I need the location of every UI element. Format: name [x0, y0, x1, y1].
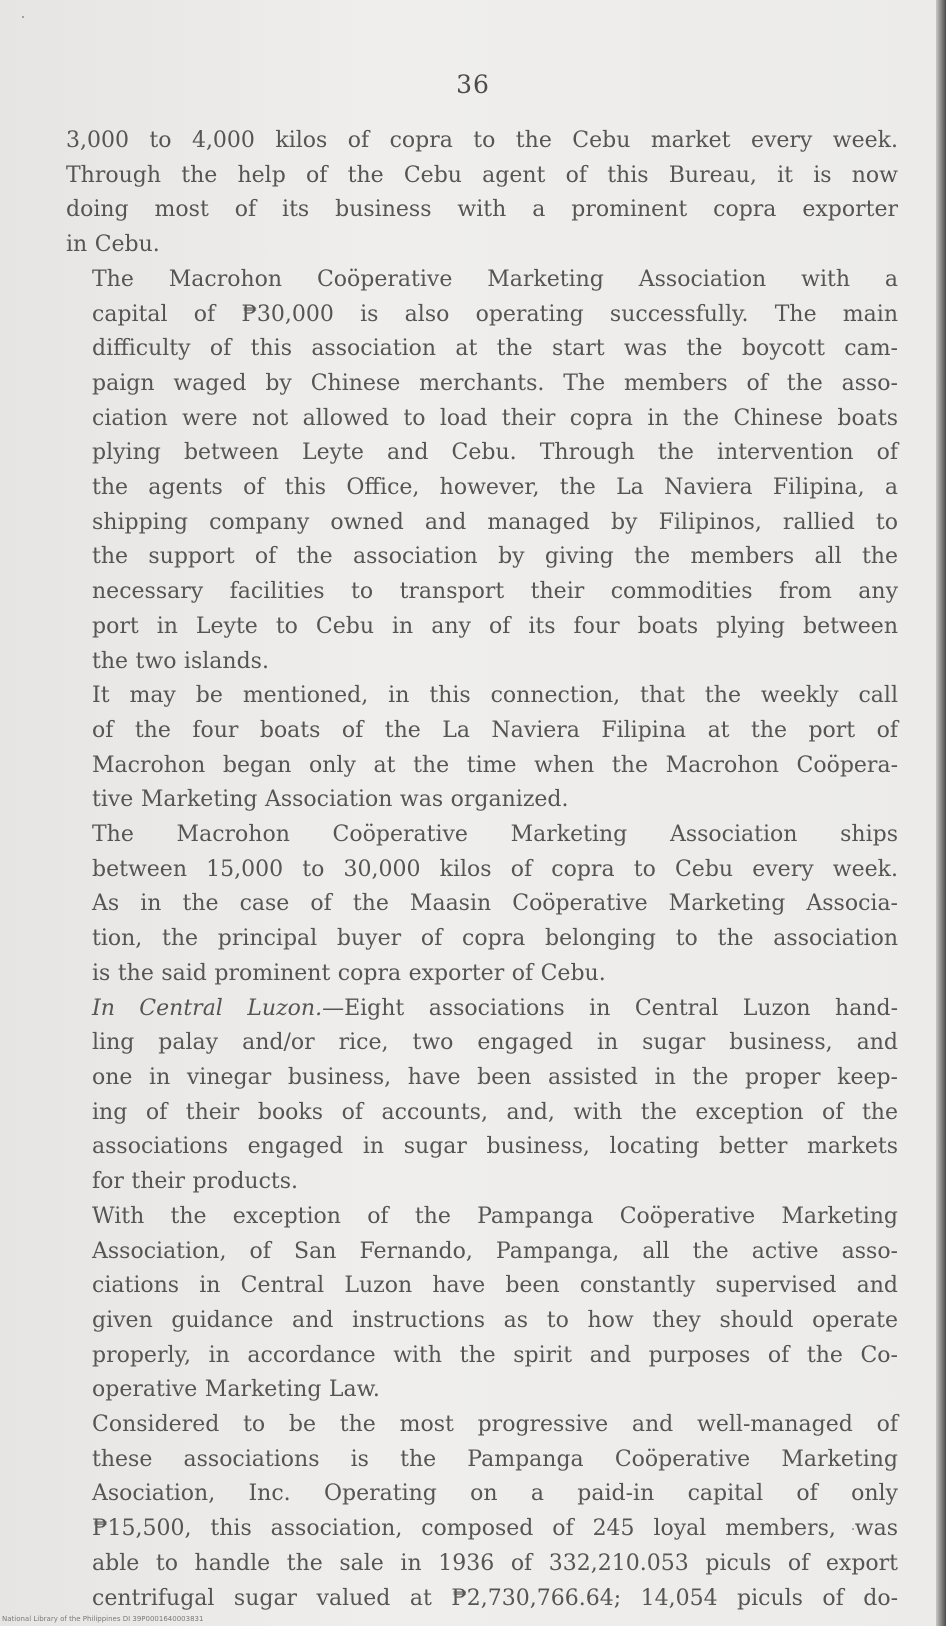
text-line: tion, the principal buyer of copra belonging to the association [92, 926, 898, 952]
text-line: between 15,000 to 30,000 kilos of copra to Cebu every week. [92, 856, 898, 882]
paragraph [66, 679, 898, 818]
text-line: 3,000 to 4,000 kilos of copra to the Cebu market every week. [66, 128, 898, 153]
text-line: given guidance and instructions as to how they should operate [92, 1307, 898, 1333]
text-line: Macrohon began only at the time when the Macrohon Coöpera- [92, 752, 898, 778]
text-line: capital of ₱30,000 is also operating successfully. The main [92, 301, 898, 327]
text-line: properly, in accordance with the spirit and purposes of the Co- [92, 1342, 898, 1368]
text-line: the support of the association by giving the members all the [92, 544, 898, 570]
text-line: ciation were not allowed to load their copra in the Chinese boats [92, 405, 898, 431]
text-line: The Macrohon Coöperative Marketing Association ships [92, 822, 898, 848]
text-line: shipping company owned and managed by Filipinos, rallied to [92, 509, 898, 535]
text-line: ling palay and/or rice, two engaged in sugar business, and [92, 1030, 898, 1056]
text-line: ciations in Central Luzon have been constantly supervised and [92, 1273, 898, 1299]
text-line: centrifugal sugar valued at ₱2,730,766.64; 14,054 piculs of do- [92, 1585, 898, 1611]
text-line: doing most of its business with a prominent copra exporter [66, 197, 898, 223]
text-line: ing of their books of accounts, and, with the exception of the [92, 1099, 898, 1125]
text-line: It may be mentioned, in this connection, that the weekly call [92, 683, 898, 709]
paragraph [66, 1200, 898, 1408]
page-edge-shadow [936, 0, 946, 1626]
text-line: operative Marketing Law. [92, 1377, 380, 1403]
text-line-rest: —Eight associations in Central Luzon hand- [322, 995, 899, 1021]
footer-stamp: National Library of the Philippines DI 39P0001640003831 [2, 1615, 204, 1623]
text-line: necessary facilities to transport their commodities from any [92, 579, 898, 605]
text-line: the two islands. [92, 648, 269, 674]
body-text [66, 124, 898, 1616]
text-line: Considered to be the most progressive and well-managed of [92, 1412, 898, 1438]
text-line: associations engaged in sugar business, locating better markets [92, 1134, 898, 1160]
text-line: for their products. [92, 1169, 299, 1195]
section-lead: In Central Luzon. [92, 995, 323, 1021]
text-line: of the four boats of the La Naviera Filipina at the port of [92, 717, 898, 743]
text-line: As in the case of the Maasin Coöperative Marketing Associa- [92, 891, 898, 917]
paragraph [66, 263, 898, 679]
text-line: paign waged by Chinese merchants. The members of the asso- [92, 370, 898, 396]
scan-speck [22, 16, 24, 18]
text-line: difficulty of this association at the start was the boycott cam- [92, 336, 898, 362]
text-line: Through the help of the Cebu agent of this Bureau, it is now [66, 162, 898, 188]
text-line: is the said prominent copra exporter of Cebu. [92, 960, 606, 986]
text-line: these associations is the Pampanga Coöperative Marketing [92, 1446, 898, 1472]
text-line: ₱15,500, this association, composed of 245 loyal members, was [92, 1516, 898, 1542]
text-line: With the exception of the Pampanga Coöperative Marketing [92, 1203, 898, 1229]
text-line: The Macrohon Coöperative Marketing Association with a [92, 266, 898, 292]
text-line: in Cebu. [66, 232, 160, 258]
text-line: Asociation, Inc. Operating on a paid-in capital of only [92, 1481, 898, 1507]
text-line: able to handle the sale in 1936 of 332,210.053 piculs of export [92, 1550, 898, 1576]
text-line: tive Marketing Association was organized. [92, 787, 569, 813]
paragraph [66, 818, 898, 992]
text-line: Association, of San Fernando, Pampanga, all the active asso- [92, 1238, 898, 1264]
text-line: plying between Leyte and Cebu. Through the intervention of [92, 440, 898, 466]
text-line: port in Leyte to Cebu in any of its four boats plying between [92, 613, 898, 639]
paragraph [66, 1408, 898, 1616]
paragraph [66, 124, 898, 263]
text-line [66, 992, 898, 1027]
paragraph [66, 992, 898, 1200]
page-number: 36 [456, 70, 490, 99]
text-line: the agents of this Office, however, the La Naviera Filipina, a [92, 475, 898, 501]
text-line: one in vinegar business, have been assisted in the proper keep- [92, 1064, 898, 1090]
